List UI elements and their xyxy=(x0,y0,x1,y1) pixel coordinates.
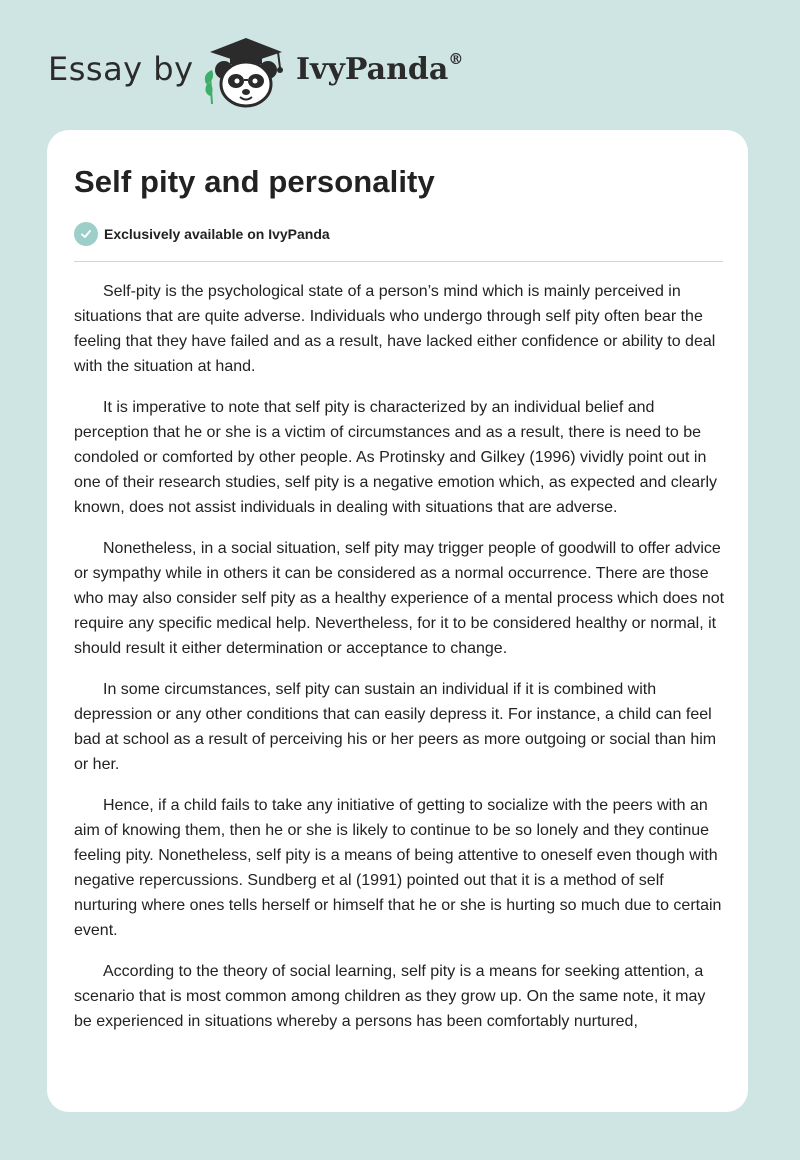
paragraph: Hence, if a child fails to take any initiative of getting to socialize with the peers with an aim of knowing them, then he or she is likely to continue to be so lonely and they continue feeling pity. Nonetheless, self pity is a means of being attentive to oneself even though with negative repercussions. Sundberg et al (1991) pointed out that it is a method of self nurturing where ones tells herself or himself that he or she is hurting so much due to certain event. xyxy=(74,797,722,939)
badge-label: Exclusively available on IvyPanda xyxy=(104,226,330,242)
paragraph: In some circumstances, self pity can sustain an individual if it is combined with depression or any other conditions that can easily depress it. For instance, a child can feel bad at school as a result of perceiving his or her peers as more outgoing or social than him or her. xyxy=(74,681,717,773)
registered-mark: ® xyxy=(448,50,464,68)
essay-by-label: Essay by xyxy=(48,50,194,88)
divider xyxy=(74,261,723,262)
exclusive-badge xyxy=(74,222,330,246)
check-circle-icon xyxy=(74,222,98,246)
paragraph: It is imperative to note that self pity is characterized by an individual belief and perception that he or she is a victim of circumstances and as a result, there is need to be condoled or comforted by other people. As Protinsky and Gilkey (1996) vividly point out in one of their research studies, self pity is a negative emotion which, as expected and clearly known, does not assist individuals in dealing with situations that are adverse. xyxy=(74,399,718,516)
paragraph: According to the theory of social learning, self pity is a means for seeking attention, a scenario that is most common among children as they grow up. On the same note, it may be experienced in situations whereby a persons has been comfortably nurtured, xyxy=(74,963,706,1030)
brand-label: IvyPanda xyxy=(296,52,449,87)
panda-graduate-icon xyxy=(200,34,292,110)
essay-card xyxy=(47,130,748,1112)
brand-name[interactable] xyxy=(296,52,463,87)
essay-body xyxy=(74,279,726,1050)
page-title: Self pity and personality xyxy=(74,164,435,199)
site-header xyxy=(0,0,800,130)
paragraph: Nonetheless, in a social situation, self pity may trigger people of goodwill to offer advice or sympathy while in others it can be considered as a normal occurrence. There are those who may also consider self pity as a healthy experience of a mental process which does not require any specific medical help. Nevertheless, for it to be considered healthy or normal, it should result it either determination or acceptance to change. xyxy=(74,540,725,657)
paragraph: Self-pity is the psychological state of a person’s mind which is mainly perceived in situations that are quite adverse. Individuals who undergo through self pity often bear the feeling that they have failed and as a result, have lacked either confidence or ability to deal with the situation at hand. xyxy=(74,283,716,375)
